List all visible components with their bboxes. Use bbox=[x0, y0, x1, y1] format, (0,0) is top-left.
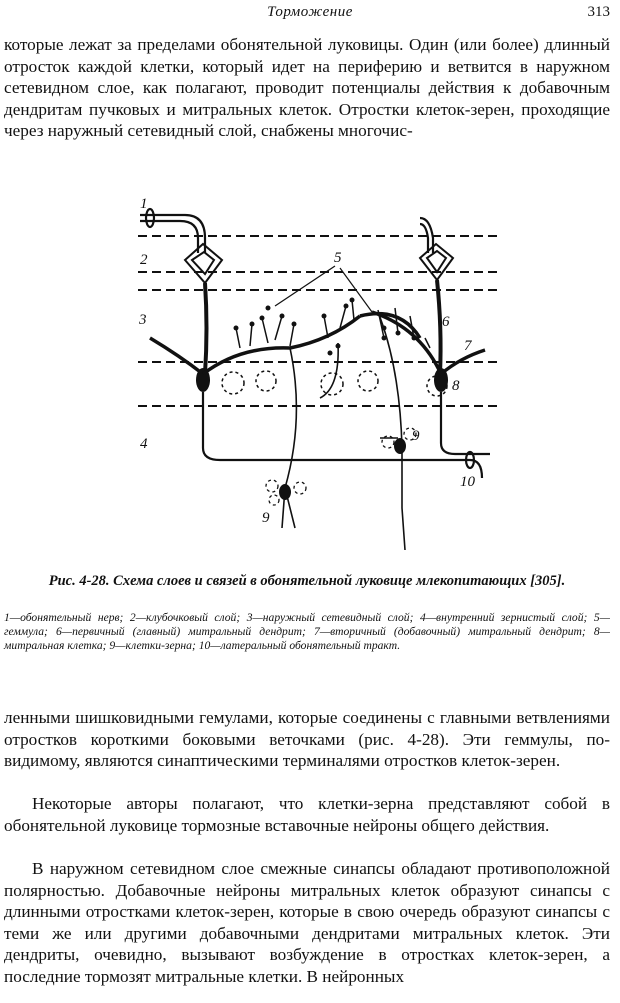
label-5: 5 bbox=[334, 250, 342, 266]
paragraph-top: которые лежат за пределами обонятельной луковицы. Один (или более) длинный отросток каждой клетки, который идет на периферию и ветвится в наружном сетевидном слое, как полагают, проводит потенциалы действия к добавочным дендритам пучковых и митральных клеток. Отростки клеток-зерен, проходящие через наружный сетевидный слой, снабжены многочис- bbox=[4, 35, 610, 141]
label-9-lower: 9 bbox=[262, 510, 270, 526]
paragraph-authors: Некоторые авторы полагают, что клетки-зерна представляют собой в обонятельной луковице тормозные вставочные нейроны общего действия. bbox=[4, 794, 610, 835]
granule-processes bbox=[282, 312, 405, 550]
label-9-upper: 9 bbox=[412, 428, 420, 444]
page-header bbox=[0, 4, 620, 26]
olfactory-nerve bbox=[140, 209, 433, 253]
granule-circles bbox=[222, 371, 447, 396]
olfactory-bulb-diagram bbox=[0, 188, 620, 568]
label-3: 3 bbox=[139, 312, 147, 328]
page-number: 313 bbox=[587, 4, 610, 20]
paragraph-gemmules: ленными шишковидными гемулами, которые соединены с главными ветвлениями отростков короткими боковыми веточками (рис. 4-28). Эти геммулы, по-видимому, являются синаптическими терминалями отростков клеток-зерен. bbox=[4, 708, 610, 771]
label-4: 4 bbox=[140, 436, 148, 452]
figure-caption-title: Рис. 4-28. Схема слоев и связей в обонятельной луковице млекопитающих [305]. bbox=[48, 573, 566, 589]
lateral-olfactory-tract bbox=[203, 392, 490, 478]
label-2: 2 bbox=[140, 252, 148, 268]
paragraph-synapses: В наружном сетевидном слое смежные синапсы обладают противоположной полярностью. Добавочные нейроны митральных клеток образуют синапсы с длинными отростками клеток-зерен, которые в свою очередь образуют синапсы с теми же или другими добавочными дендритами митральных клеток. Эти дендриты, очевидно, вызывают возбуждение в отростках клеток-зерен, а последние тормозят митральные клетки. В нейронных bbox=[4, 859, 610, 986]
figure-caption-legend: 1—обонятельный нерв; 2—клубочковый слой; 3—наружный сетевидный слой; 4—внутренний зернистый слой; 5—геммула; 6—первичный (главный) митральный дендрит; 7—вторичный (добавочный) митральный дендрит; 8—митральная клетка; 9—клетки-зерна; 10—латеральный обонятельный тракт. bbox=[4, 611, 610, 653]
label-10: 10 bbox=[460, 474, 475, 490]
label-1: 1 bbox=[140, 196, 148, 212]
label-8: 8 bbox=[452, 378, 460, 394]
label-6: 6 bbox=[442, 314, 450, 330]
figure-olfactory-bulb bbox=[0, 188, 620, 568]
running-title: Торможение bbox=[267, 4, 353, 20]
secondary-dendrites bbox=[150, 312, 485, 374]
granule-cells bbox=[279, 438, 406, 500]
label-7: 7 bbox=[464, 338, 472, 354]
